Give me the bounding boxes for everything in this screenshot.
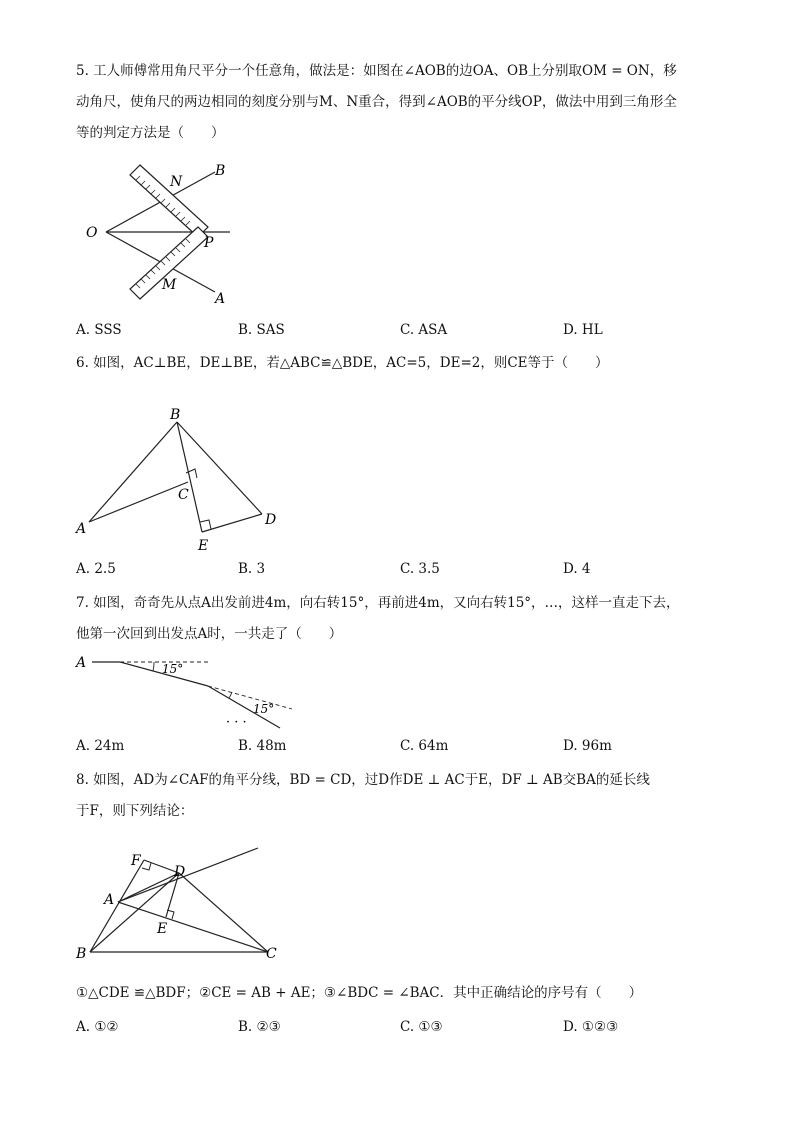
continuation-dots: · · ·	[226, 715, 247, 730]
label-b: B	[170, 407, 181, 423]
question-7-figure	[72, 650, 307, 735]
option-d[interactable]: D. 4	[563, 561, 591, 577]
angle-label-2: 15°	[253, 702, 275, 716]
label-a: A	[215, 291, 226, 307]
question-8-options	[76, 1019, 726, 1039]
question-5-line-3: 等的判定方法是（ ）	[76, 125, 225, 141]
label-n: N	[170, 174, 183, 190]
label-a: A	[104, 892, 115, 908]
question-8-line-2: 于F，则下列结论：	[76, 803, 194, 819]
question-6-line-1: 6. 如图，AC⊥BE，DE⊥BE，若△ABC≌△BDE，AC=5，DE=2，则CE等于（ ）	[76, 355, 609, 371]
question-6-options	[76, 561, 726, 581]
label-d: D	[174, 864, 186, 880]
option-d[interactable]: D. 96m	[563, 738, 612, 754]
label-a: A	[76, 521, 87, 537]
option-c[interactable]: C. 3.5	[400, 561, 440, 577]
option-b[interactable]: B. 3	[238, 561, 266, 577]
label-b: B	[215, 163, 226, 179]
question-5-line-1: 5. 工人师傅常用角尺平分一个任意角，做法是：如图在∠AOB的边OA、OB上分别取OM = ON，移	[76, 63, 677, 79]
question-5-line-2: 动角尺，使角尺的两边相同的刻度分别与M、N重合，得到∠AOB的平分线OP，做法中用到三角形全	[76, 94, 677, 110]
label-o: O	[86, 225, 98, 241]
option-a[interactable]: A. 24m	[76, 738, 125, 754]
question-8-line-1: 8. 如图，AD为∠CAF的角平分线，BD = CD，过D作DE ⊥ AC于E，DF ⊥ AB交BA的延长线	[76, 772, 650, 788]
option-d[interactable]: D. ①②③	[563, 1019, 619, 1035]
option-b[interactable]: B. ②③	[238, 1019, 281, 1035]
question-7-line-2: 他第一次回到出发点A时，一共走了（ ）	[76, 626, 343, 642]
option-b[interactable]: B. 48m	[238, 738, 287, 754]
question-6	[76, 348, 726, 379]
label-f: F	[131, 853, 141, 869]
question-5-figure	[80, 155, 250, 310]
angle-label-1: 15°	[162, 662, 184, 676]
label-c: C	[266, 946, 277, 962]
question-8-figure	[72, 840, 292, 965]
question-5	[76, 56, 726, 149]
option-c[interactable]: C. 64m	[400, 738, 449, 754]
question-7-options	[76, 738, 726, 758]
label-e: E	[157, 921, 168, 937]
question-5-options	[76, 322, 726, 342]
square-upper-arm	[130, 165, 208, 237]
question-7-line-1: 7. 如图，奇奇先从点A出发前进4m，向右转15°，再前进4m，又向右转15°，…，这样一直走下去，	[76, 595, 680, 611]
option-a[interactable]: A. SSS	[76, 322, 122, 338]
label-e: E	[198, 538, 209, 554]
label-c: C	[178, 487, 189, 503]
conclusions-text: ①△CDE ≌△BDF；②CE = AB + AE；③∠BDC = ∠BAC．其中正确结论的序号有（ ）	[76, 985, 643, 1001]
option-c[interactable]: C. ①③	[400, 1019, 443, 1035]
option-a[interactable]: A. ①②	[76, 1019, 119, 1035]
question-8	[76, 765, 726, 827]
option-a[interactable]: A. 2.5	[76, 561, 116, 577]
option-d[interactable]: D. HL	[563, 322, 603, 338]
question-6-figure	[72, 405, 292, 555]
label-p: P	[204, 235, 214, 251]
question-7	[76, 588, 726, 650]
label-b: B	[76, 946, 87, 962]
label-m: M	[162, 277, 177, 293]
option-c[interactable]: C. ASA	[400, 322, 448, 338]
question-8-conclusions	[76, 978, 726, 1009]
label-d: D	[265, 512, 277, 528]
label-a: A	[76, 655, 87, 671]
option-b[interactable]: B. SAS	[238, 322, 285, 338]
